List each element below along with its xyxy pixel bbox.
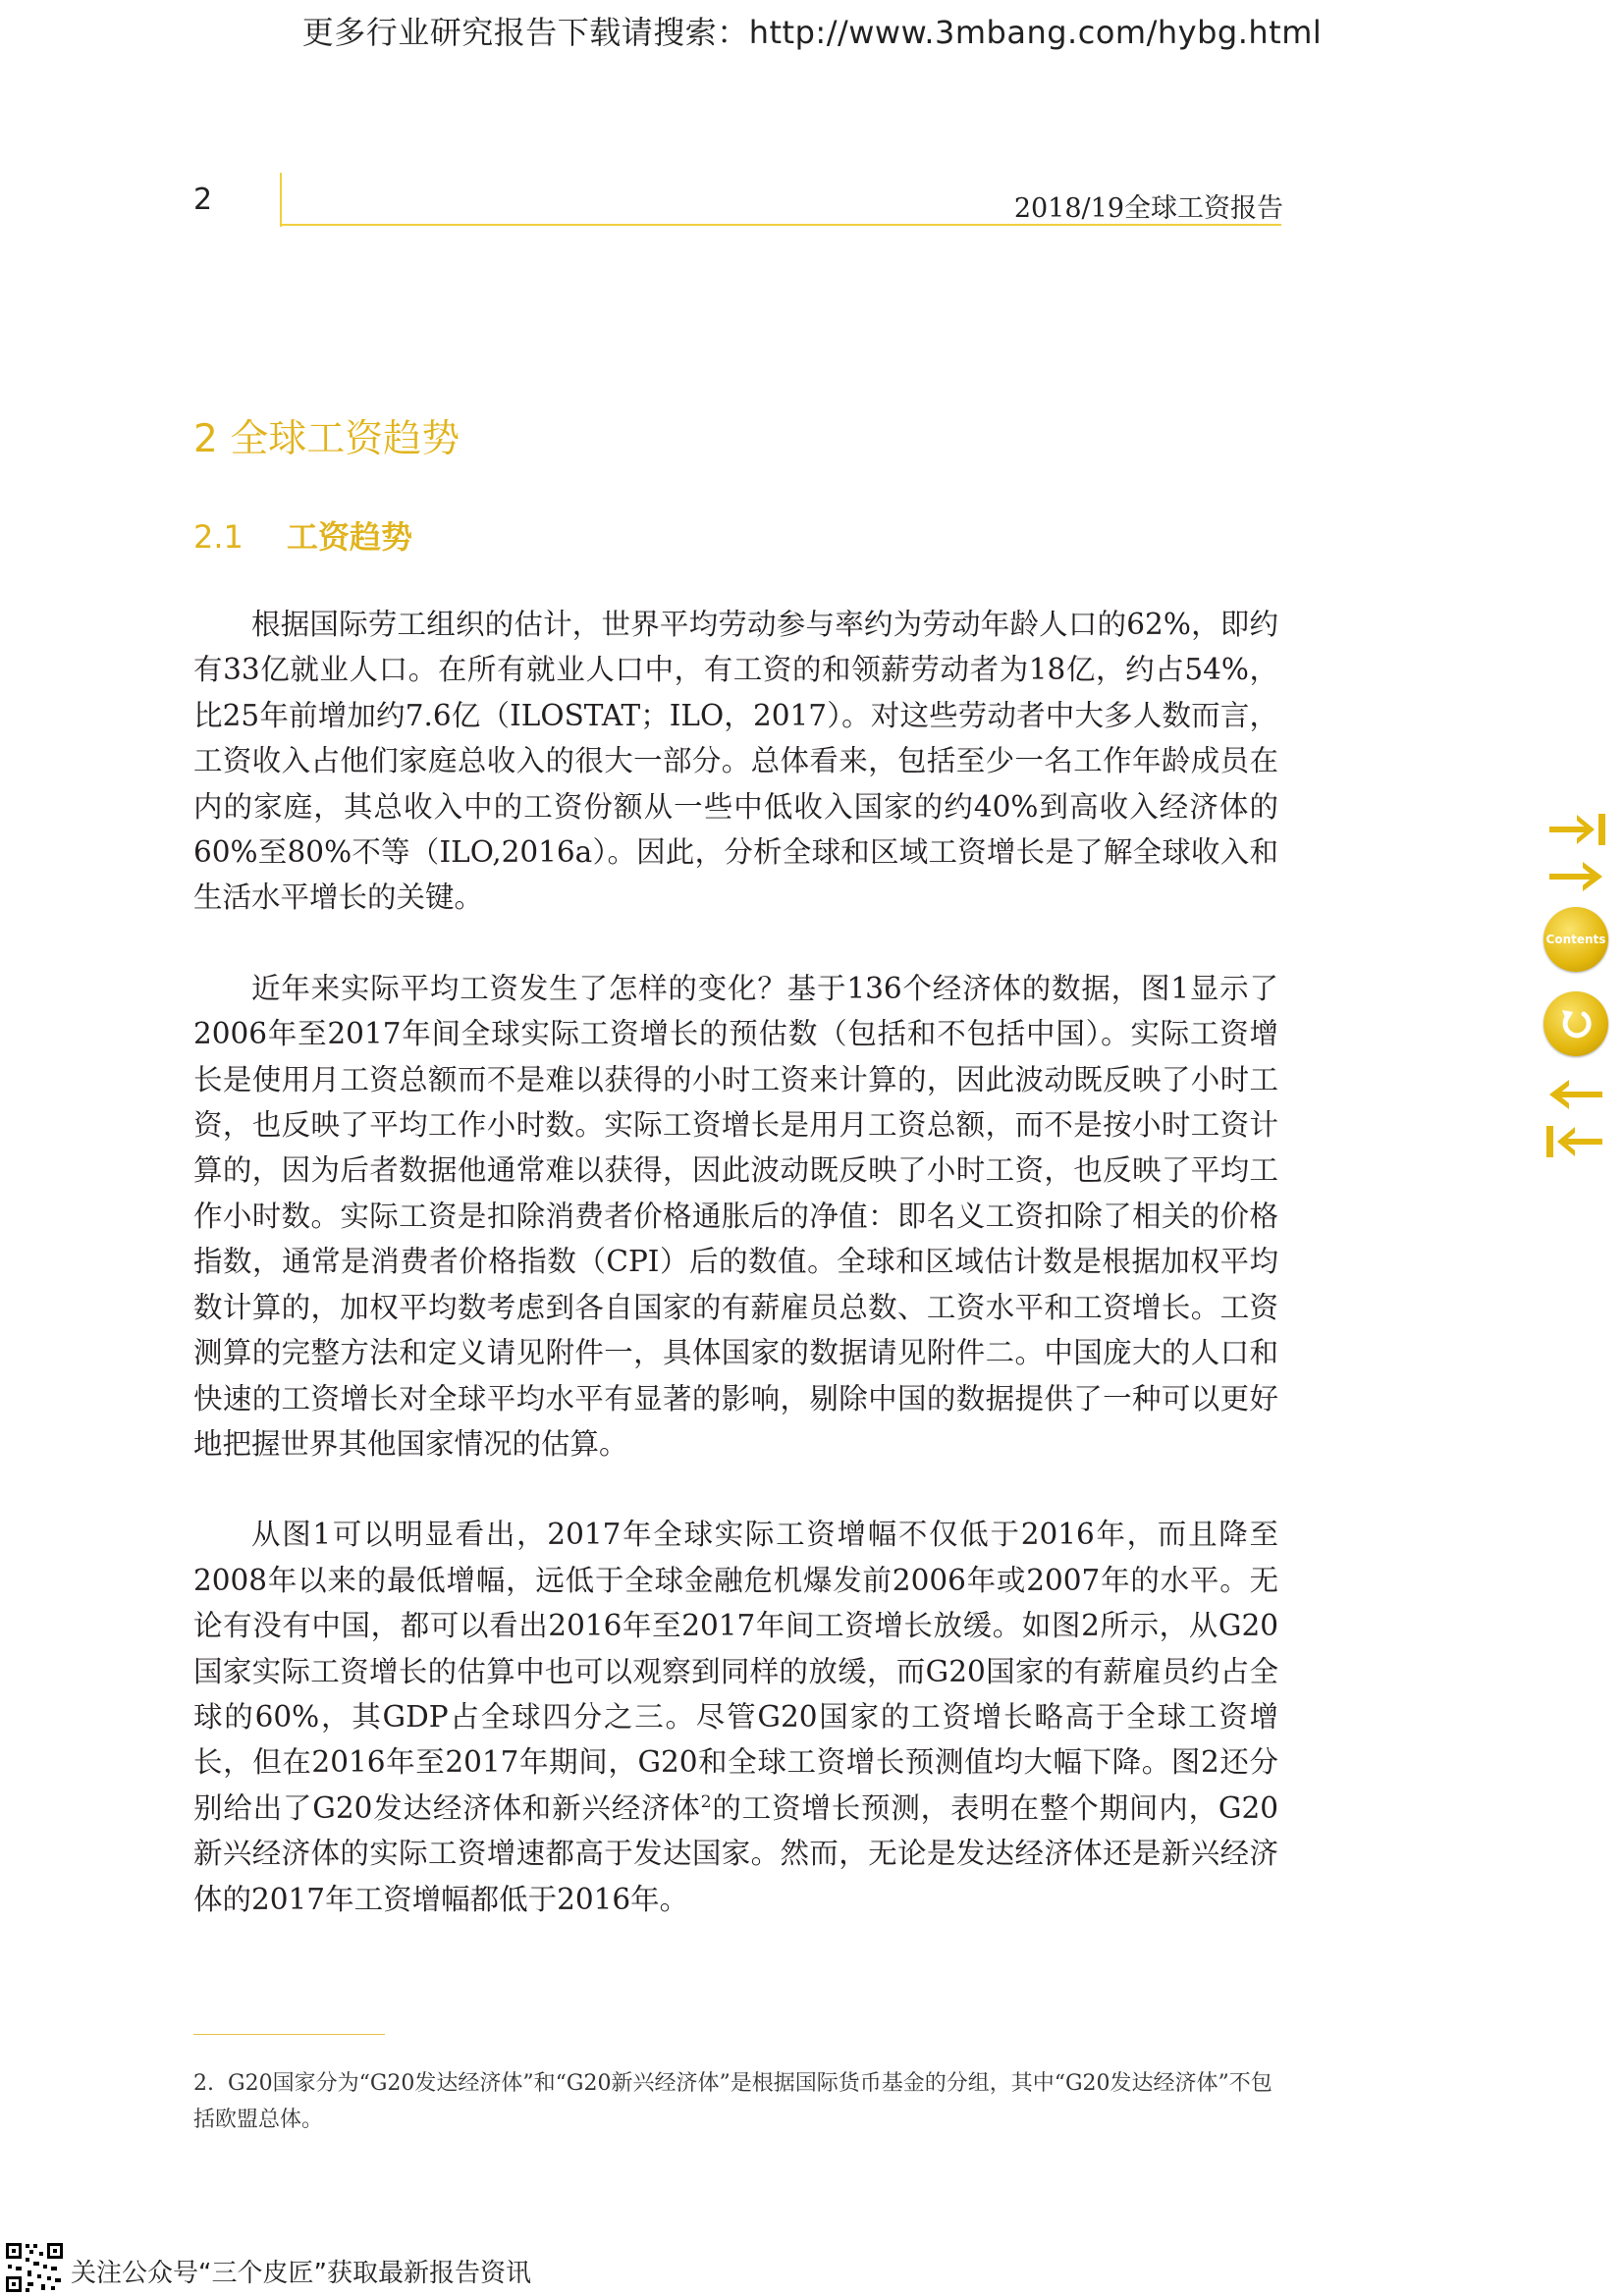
- bottom-bar: [0, 2241, 1624, 2296]
- section-title: [193, 512, 412, 558]
- section-heading: 工资趋势: [287, 518, 413, 556]
- contents-label: Contents: [1545, 933, 1606, 946]
- paragraph: 近年来实际平均工资发生了怎样的变化？基于136个经济体的数据，图1显示了2006年至2017年间全球实际工资增长的预估数（包括和不包括中国）。实际工资增长是使用月工资总额而不是难以获得的小时工资来计算的，因此波动既反映了小时工资，也反映了平均工作小时数。实际工资增长是用月工资总额，而不是按小时工资计算的，因为后者数据他通常难以获得，因此波动既反映了小时工资，也反映了平均工作小时数。实际工资是扣除消费者价格通胀后的净值：即名义工资扣除了相关的价格指数，通常是消费者价格指数（CPI）后的数值。全球和区域估计数是根据加权平均数计算的，加权平均数考虑到各自国家的有薪雇员总数、工资水平和工资增长。工资测算的完整方法和定义请见附件一，具体国家的数据请见附件二。中国庞大的人口和快速的工资增长对全球平均水平有显著的影响，剔除中国的数据提供了一种可以更好地把握世界其他国家情况的估算。: [193, 971, 1278, 1461]
- chapter-title: 2 全球工资趋势: [193, 417, 460, 461]
- page-navigation: [1542, 811, 1610, 1164]
- header-divider-vertical: [280, 173, 282, 227]
- footnote-reference[interactable]: 2: [700, 1791, 712, 1812]
- previous-page-icon[interactable]: [1542, 1078, 1610, 1111]
- first-page-icon[interactable]: [1542, 1123, 1610, 1160]
- body-text: [193, 602, 1278, 1967]
- paragraph: [193, 1512, 1278, 1922]
- running-title: 2018/19全球工资报告: [1013, 193, 1283, 224]
- back-icon[interactable]: [1543, 991, 1608, 1056]
- qr-code-icon[interactable]: [4, 2241, 65, 2294]
- footnote: [193, 2065, 1273, 2138]
- page-number: 2: [193, 183, 213, 217]
- follow-account-text: 关注公众号“三个皮匠”获取最新报告资讯: [71, 2259, 531, 2288]
- paragraph-text: 从图1可以明显看出，2017年全球实际工资增幅不仅低于2016年，而且降至2008年以来的最低增幅，远低于全球金融危机爆发前2006年或2007年的水平。无论有没有中国，都可以看出2016年至2017年间工资增长放缓。如图2所示，从G20国家实际工资增长的估算中也可以观察到同样的放缓，而G20国家的有薪雇员约占全球的60%，其GDP占全球四分之三。尽管G20国家的工资增长略高于全球工资增长，但在2016年至2017年期间，G20和全球工资增长预测值均大幅下降。图2还分别给出了G20发达经济体和新兴经济体: [193, 1518, 1278, 1825]
- download-banner[interactable]: 更多行业研究报告下载请搜索：http://www.3mbang.com/hybg.html: [301, 14, 1323, 51]
- paragraph-text: 的工资增长预测，表明在整个期间内，G20新兴经济体的实际工资增速都高于发达国家。然而，无论是发达经济体还是新兴经济体的2017年工资增幅都低于2016年。: [193, 1790, 1278, 1916]
- last-page-icon[interactable]: [1542, 811, 1610, 848]
- footnote-text: G20国家分为“G20发达经济体”和“G20新兴经济体”是根据国际货币基金的分组，其中“G20发达经济体”不包括欧盟总体。: [193, 2071, 1272, 2132]
- paragraph: 根据国际劳工组织的估计，世界平均劳动参与率约为劳动年龄人口的62%，即约有33亿就业人口。在所有就业人口中，有工资的和领薪劳动者为18亿，约占54%，比25年前增加约7.6亿（ILOSTAT；ILO，2017）。对这些劳动者中大多人数而言，工资收入占他们家庭总收入的很大一部分。总体看来，包括至少一名工作年龄成员在内的家庭，其总收入中的工资份额从一些中低收入国家的约40%到高收入经济体的60%至80%不等（ILO,2016a）。因此，分析全球和区域工资增长是了解全球收入和生活水平增长的关键。: [193, 608, 1278, 915]
- footnote-number: 2.: [193, 2071, 214, 2096]
- section-number: 2.1: [193, 518, 244, 556]
- contents-icon[interactable]: [1543, 907, 1608, 972]
- next-page-icon[interactable]: [1542, 860, 1610, 893]
- footnote-separator: [193, 2034, 385, 2035]
